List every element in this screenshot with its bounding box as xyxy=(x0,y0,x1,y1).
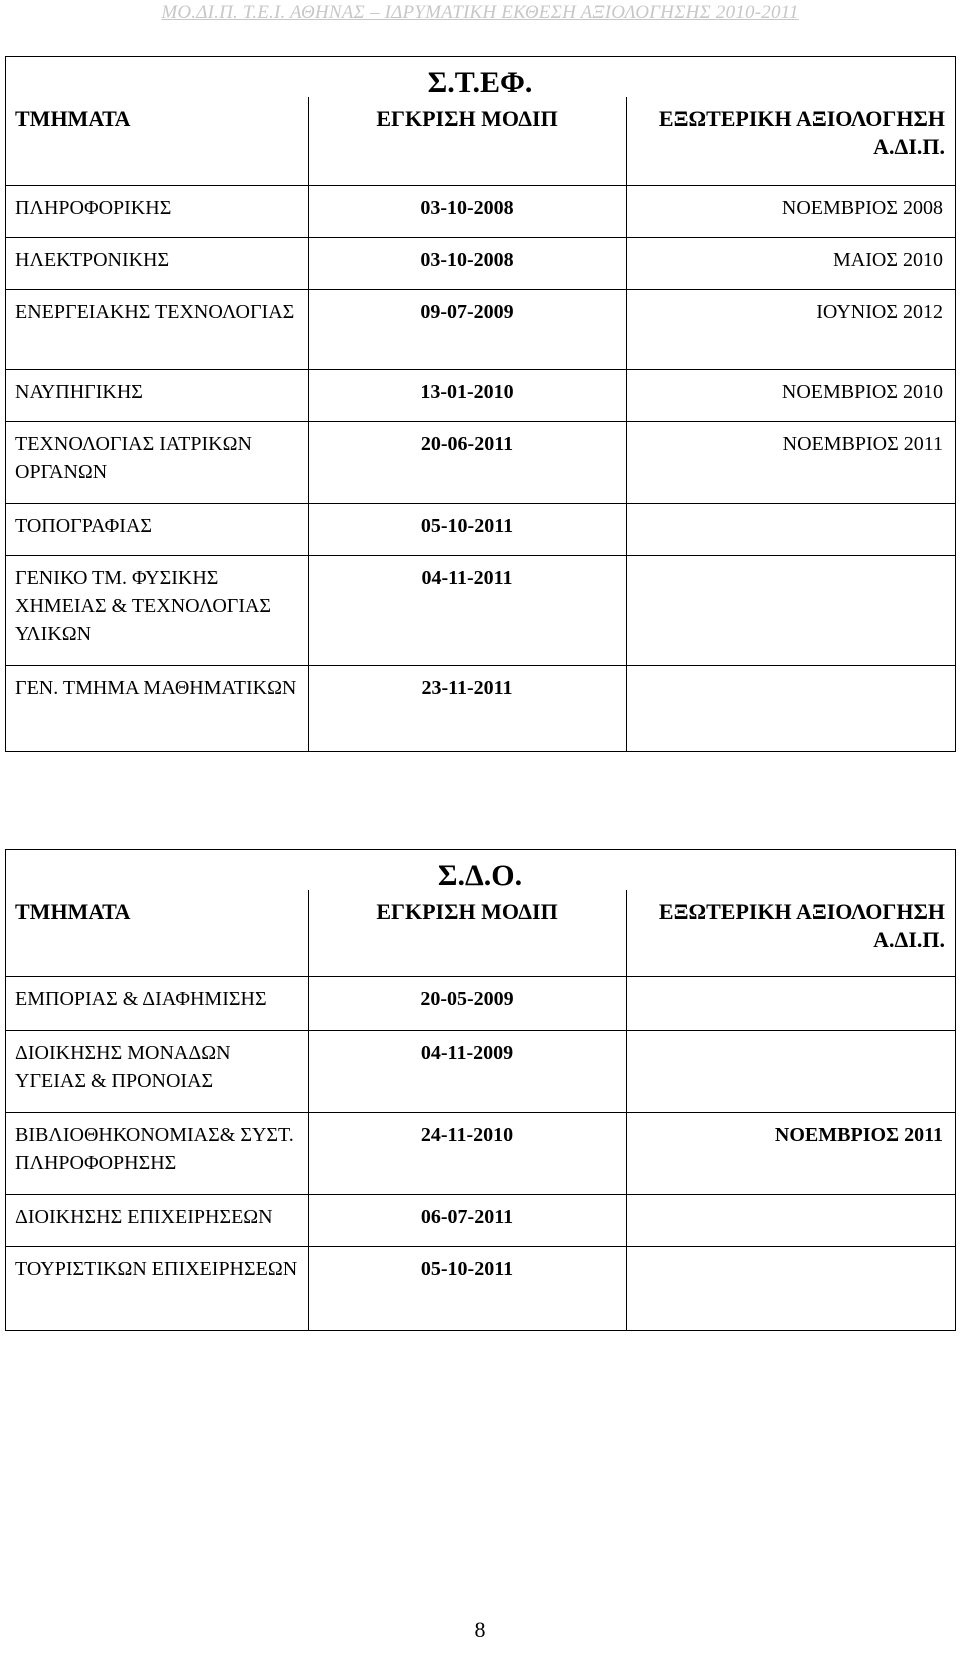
section-title-stef: Σ.Τ.ΕΦ. xyxy=(6,57,956,98)
column-header-modip-approval: ΕΓΚΡΙΣΗ ΜΟΔΙΠ xyxy=(309,97,627,185)
external-evaluation-date xyxy=(627,1194,956,1246)
department-name: ΔΙΟΙΚΗΣΗΣ ΕΠΙΧΕΙΡΗΣΕΩΝ xyxy=(6,1194,309,1246)
department-name: ΤΟΥΡΙΣΤΙΚΩΝ ΕΠΙΧΕΙΡΗΣΕΩΝ xyxy=(6,1246,309,1330)
external-evaluation-date: ΙΟΥΝΙΟΣ 2012 xyxy=(627,289,956,369)
department-name: ΕΝΕΡΓΕΙΑΚΗΣ ΤΕΧΝΟΛΟΓΙΑΣ xyxy=(6,289,309,369)
approval-date: 09-07-2009 xyxy=(309,289,627,369)
approval-date: 20-05-2009 xyxy=(309,976,627,1030)
table-row xyxy=(6,1112,956,1194)
table-sdo xyxy=(5,849,956,1331)
department-name: ΕΜΠΟΡΙΑΣ & ΔΙΑΦΗΜΙΣΗΣ xyxy=(6,976,309,1030)
approval-date: 04-11-2009 xyxy=(309,1030,627,1112)
department-name: ΒΙΒΛΙΟΘΗΚΟΝΟΜΙΑΣ& ΣΥΣΤ. ΠΛΗΡΟΦΟΡΗΣΗΣ xyxy=(6,1112,309,1194)
approval-date: 05-10-2011 xyxy=(309,503,627,555)
table-row xyxy=(6,1030,956,1112)
external-evaluation-date xyxy=(627,555,956,665)
external-evaluation-date: ΜΑΙΟΣ 2010 xyxy=(627,237,956,289)
table-row xyxy=(6,289,956,369)
external-evaluation-date: ΝΟΕΜΒΡΙΟΣ 2011 xyxy=(627,421,956,503)
column-header-departments: ΤΜΗΜΑΤΑ xyxy=(6,97,309,185)
approval-date: 04-11-2011 xyxy=(309,555,627,665)
approval-date: 06-07-2011 xyxy=(309,1194,627,1246)
table-row xyxy=(6,421,956,503)
external-evaluation-date: ΝΟΕΜΒΡΙΟΣ 2010 xyxy=(627,369,956,421)
column-header-modip-approval: ΕΓΚΡΙΣΗ ΜΟΔΙΠ xyxy=(309,890,627,976)
page-number: 8 xyxy=(474,1617,486,1642)
table-row xyxy=(6,237,956,289)
external-evaluation-date xyxy=(627,665,956,751)
external-evaluation-date: ΝΟΕΜΒΡΙΟΣ 2008 xyxy=(627,185,956,237)
table-row xyxy=(6,665,956,751)
department-name: ΗΛΕΚΤΡΟΝΙΚΗΣ xyxy=(6,237,309,289)
table-row xyxy=(6,503,956,555)
section-title-sdo: Σ.Δ.Ο. xyxy=(6,850,956,891)
column-header-departments: ΤΜΗΜΑΤΑ xyxy=(6,890,309,976)
approval-date: 24-11-2010 xyxy=(309,1112,627,1194)
department-name: ΤΟΠΟΓΡΑΦΙΑΣ xyxy=(6,503,309,555)
approval-date: 13-01-2010 xyxy=(309,369,627,421)
department-name: ΓΕΝΙΚΟ ΤΜ. ΦΥΣΙΚΗΣ ΧΗΜΕΙΑΣ & ΤΕΧΝΟΛΟΓΙΑΣ ΥΛΙΚΩΝ xyxy=(6,555,309,665)
approval-date: 05-10-2011 xyxy=(309,1246,627,1330)
approval-date: 03-10-2008 xyxy=(309,237,627,289)
department-name: ΤΕΧΝΟΛΟΓΙΑΣ ΙΑΤΡΙΚΩΝ ΟΡΓΑΝΩΝ xyxy=(6,421,309,503)
approval-date: 23-11-2011 xyxy=(309,665,627,751)
external-evaluation-date: ΝΟΕΜΒΡΙΟΣ 2011 xyxy=(627,1112,956,1194)
table-row xyxy=(6,1246,956,1330)
department-name: ΔΙΟΙΚΗΣΗΣ ΜΟΝΑΔΩΝ ΥΓΕΙΑΣ & ΠΡΟΝΟΙΑΣ xyxy=(6,1030,309,1112)
column-header-external-evaluation: ΕΞΩΤΕΡΙΚΗ ΑΞΙΟΛΟΓΗΣΗ Α.ΔΙ.Π. xyxy=(627,97,956,185)
external-evaluation-date xyxy=(627,976,956,1030)
column-header-external-evaluation: ΕΞΩΤΕΡΙΚΗ ΑΞΙΟΛΟΓΗΣΗ Α.ΔΙ.Π. xyxy=(627,890,956,976)
department-name: ΝΑΥΠΗΓΙΚΗΣ xyxy=(6,369,309,421)
approval-date: 03-10-2008 xyxy=(309,185,627,237)
department-name: ΓΕΝ. ΤΜΗΜΑ ΜΑΘΗΜΑΤΙΚΩΝ xyxy=(6,665,309,751)
table-row xyxy=(6,1194,956,1246)
table-row xyxy=(6,555,956,665)
table-row xyxy=(6,369,956,421)
external-evaluation-date xyxy=(627,503,956,555)
running-header: ΜΟ.ΔΙ.Π. Τ.Ε.Ι. ΑΘΗΝΑΣ – ΙΔΡΥΜΑΤΙΚΗ ΕΚΘΕΣΗ ΑΞΙΟΛΟΓΗΣΗΣ 2010-2011 xyxy=(161,2,799,23)
approval-date: 20-06-2011 xyxy=(309,421,627,503)
table-stef xyxy=(5,56,956,752)
table-row xyxy=(6,976,956,1030)
external-evaluation-date xyxy=(627,1030,956,1112)
external-evaluation-date xyxy=(627,1246,956,1330)
table-row xyxy=(6,185,956,237)
department-name: ΠΛΗΡΟΦΟΡΙΚΗΣ xyxy=(6,185,309,237)
